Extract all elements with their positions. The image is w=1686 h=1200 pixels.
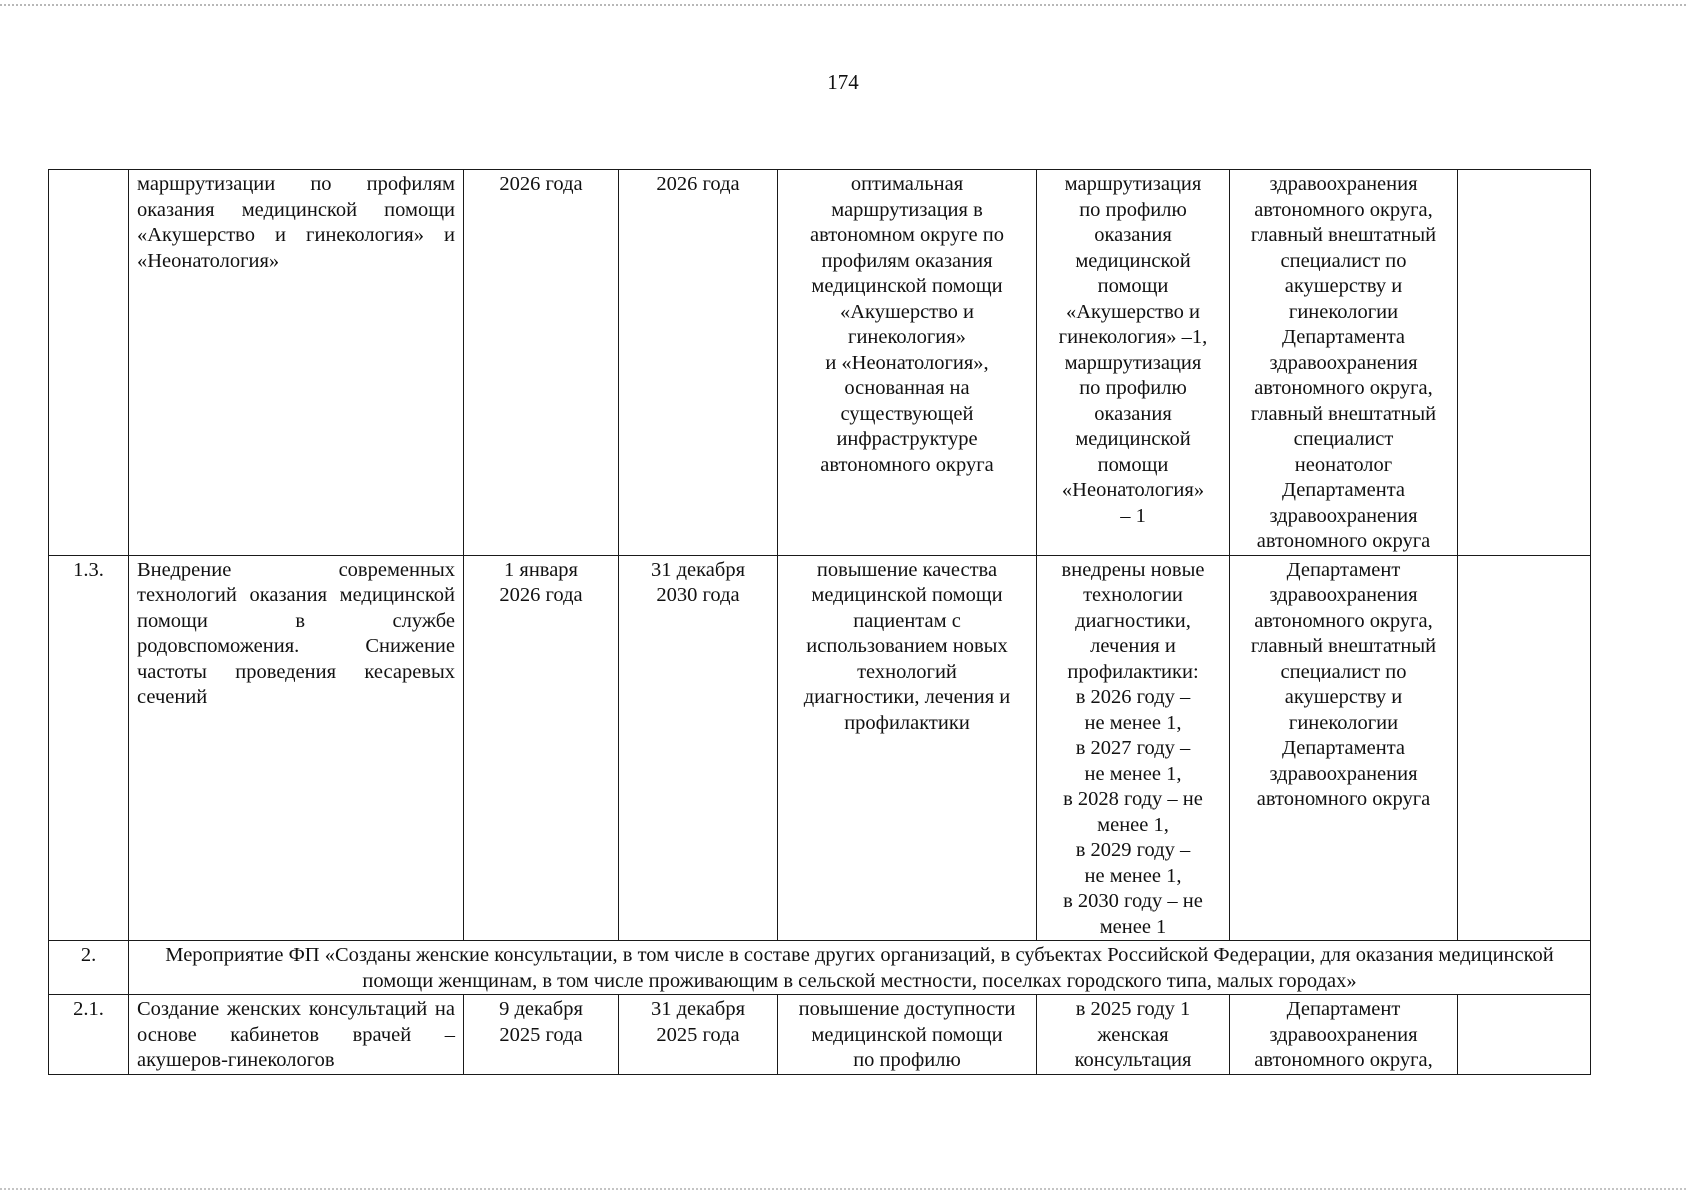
- cell-line: основанная на: [844, 377, 970, 399]
- cell-line: профилактики: [844, 711, 970, 734]
- cell-line: «Неонатология»: [1061, 479, 1205, 501]
- cell-line: внедрены новые: [1061, 558, 1205, 581]
- cell-line: главный внештатный: [1250, 402, 1437, 425]
- cell-line: 31 декабря: [650, 558, 745, 581]
- cell-line: специалист по: [1280, 660, 1407, 683]
- cell-line: Департамент: [1286, 998, 1401, 1020]
- cell-line: медицинской: [1075, 249, 1191, 272]
- cell-line: здравоохранения: [1269, 173, 1418, 195]
- cell-line: – 1: [1120, 504, 1146, 527]
- measure-name: Внедрение современных технологий оказания медицинской помощи в службе родовспоможения. Снижение частоты проведения кесаревых сечений: [129, 555, 464, 941]
- cell-line: профилям оказания: [821, 249, 993, 272]
- cell-line: специалист по: [1280, 249, 1407, 272]
- cell-line: по профилю: [1079, 198, 1187, 221]
- cell-line: 31 декабря: [650, 998, 745, 1020]
- expected-result: [778, 170, 1037, 556]
- cell-line: использованием новых: [806, 635, 1008, 657]
- cell-line: по профилю: [853, 1049, 961, 1071]
- cell-line: в 2025 году 1: [1075, 998, 1191, 1020]
- cell-line: не менее 1,: [1084, 864, 1182, 887]
- cell-line: помощи: [1097, 275, 1169, 297]
- scan-edge-top: [0, 4, 1686, 10]
- page-number: 174: [827, 70, 859, 94]
- end-date: [619, 555, 778, 941]
- cell-line: в 2026 году –: [1075, 686, 1191, 708]
- measure-name: Создание женских консультаций на основе кабинетов врачей – акушеров-гинекологов: [129, 995, 464, 1075]
- cell-line: медицинской: [1075, 428, 1191, 450]
- row-number: 2.1.: [49, 995, 129, 1075]
- cell-line: не менее 1,: [1084, 762, 1182, 785]
- cell-line: в 2027 году –: [1075, 737, 1191, 759]
- cell-line: повышение качества: [816, 558, 998, 581]
- cell-line: диагностики,: [1075, 609, 1191, 632]
- cell-line: пациентам с: [853, 609, 961, 632]
- cell-line: 2025 года: [499, 1023, 583, 1046]
- cell-line: медицинской помощи: [811, 584, 1003, 606]
- cell-line: гинекология»: [848, 326, 966, 348]
- cell-line: автономного округа,: [1254, 198, 1433, 221]
- cell-line: в 2030 году – не: [1063, 890, 1203, 912]
- cell-line: главный внештатный: [1250, 224, 1437, 246]
- cell-line: и «Неонатология»,: [825, 351, 989, 374]
- expected-result: [778, 555, 1037, 941]
- table-row: [49, 555, 1591, 941]
- cell-line: в 2028 году – не: [1063, 788, 1203, 810]
- indicator: [1037, 995, 1230, 1075]
- cell-line: медицинской помощи: [811, 275, 1003, 297]
- cell-line: женская: [1097, 1023, 1169, 1046]
- cell-line: здравоохранения: [1269, 351, 1418, 374]
- row-number: [49, 170, 129, 556]
- extra-cell: [1458, 555, 1591, 941]
- end-date: 2026 года: [619, 170, 778, 556]
- start-date: 2026 года: [464, 170, 619, 556]
- cell-line: Департамент: [1286, 558, 1401, 581]
- start-date: [464, 995, 619, 1075]
- scan-edge-bottom: [0, 1188, 1686, 1194]
- cell-line: автономном округе по: [810, 224, 1004, 246]
- cell-line: здравоохранения: [1269, 762, 1418, 785]
- cell-line: «Акушерство и: [839, 300, 975, 323]
- cell-line: инфраструктуре: [836, 428, 978, 450]
- cell-line: маршрутизация: [1064, 173, 1202, 195]
- cell-line: здравоохранения: [1269, 1023, 1418, 1046]
- cell-line: 2025 года: [656, 1023, 740, 1046]
- extra-cell: [1458, 170, 1591, 556]
- plan-table: [48, 169, 1591, 1075]
- cell-line: здравоохранения: [1269, 504, 1418, 527]
- indicator: [1037, 170, 1230, 556]
- cell-line: автономного округа,: [1254, 1049, 1433, 1071]
- cell-line: гинекология» –1,: [1058, 326, 1208, 348]
- cell-line: 2026 года: [499, 584, 583, 606]
- extra-cell: [1458, 995, 1591, 1075]
- cell-line: «Акушерство и: [1065, 300, 1201, 323]
- cell-line: технологии: [1083, 584, 1183, 606]
- cell-line: оптимальная: [850, 173, 964, 195]
- cell-line: гинекологии: [1288, 300, 1399, 323]
- responsible: [1230, 170, 1458, 556]
- cell-line: автономного округа: [1256, 788, 1431, 810]
- table-row: [49, 170, 1591, 556]
- section-title: Мероприятие ФП «Созданы женские консультации, в том числе в составе других организаций, в субъектах Российской Федерации, для оказания медицинской помощи женщинам, в том числе проживающим в сельской местности, поселках городского типа, малых городах»: [129, 941, 1591, 995]
- cell-line: технологий: [857, 660, 957, 683]
- start-date: [464, 555, 619, 941]
- table-row: [49, 995, 1591, 1075]
- cell-line: акушерству и: [1284, 275, 1403, 297]
- cell-line: автономного округа,: [1254, 377, 1433, 399]
- cell-line: менее 1,: [1097, 813, 1169, 836]
- cell-line: главный внештатный: [1250, 635, 1437, 657]
- cell-line: диагностики, лечения и: [803, 686, 1011, 708]
- section-row: [49, 941, 1591, 995]
- cell-line: консультация: [1074, 1049, 1192, 1071]
- cell-line: 1 января: [504, 558, 578, 581]
- cell-line: оказания: [1094, 402, 1172, 425]
- cell-line: автономного округа: [1256, 530, 1431, 552]
- cell-line: профилактики:: [1067, 660, 1199, 683]
- cell-line: неонатолог: [1294, 453, 1393, 476]
- cell-line: менее 1: [1099, 915, 1167, 938]
- cell-line: маршрутизация в: [831, 198, 983, 221]
- cell-line: 2030 года: [656, 584, 740, 606]
- section-number: 2.: [49, 941, 129, 995]
- responsible: [1230, 995, 1458, 1075]
- cell-line: маршрутизация: [1064, 351, 1202, 374]
- cell-line: акушерству и: [1284, 686, 1403, 708]
- cell-line: специалист: [1293, 428, 1394, 450]
- cell-line: лечения и: [1090, 635, 1176, 657]
- cell-line: в 2029 году –: [1075, 839, 1191, 861]
- end-date: [619, 995, 778, 1075]
- cell-line: помощи: [1097, 453, 1169, 476]
- cell-line: оказания: [1094, 224, 1172, 246]
- expected-result: [778, 995, 1037, 1075]
- cell-line: автономного округа: [820, 453, 994, 476]
- cell-line: существующей: [840, 402, 974, 425]
- cell-line: автономного округа,: [1254, 609, 1433, 632]
- measure-name: маршрутизации по профилям оказания медицинской помощи «Акушерство и гинекология» и «Неонатология»: [129, 170, 464, 556]
- row-number: 1.3.: [49, 555, 129, 941]
- responsible: [1230, 555, 1458, 941]
- cell-line: медицинской помощи: [811, 1023, 1003, 1046]
- cell-line: по профилю: [1079, 377, 1187, 399]
- cell-line: гинекологии: [1288, 711, 1399, 734]
- cell-line: Департамента: [1281, 479, 1406, 501]
- cell-line: Департамента: [1281, 326, 1406, 348]
- cell-line: не менее 1,: [1084, 711, 1182, 734]
- cell-line: повышение доступности: [798, 998, 1016, 1020]
- cell-line: 9 декабря: [499, 998, 583, 1020]
- indicator: [1037, 555, 1230, 941]
- cell-line: Департамента: [1281, 737, 1406, 759]
- cell-line: здравоохранения: [1269, 584, 1418, 606]
